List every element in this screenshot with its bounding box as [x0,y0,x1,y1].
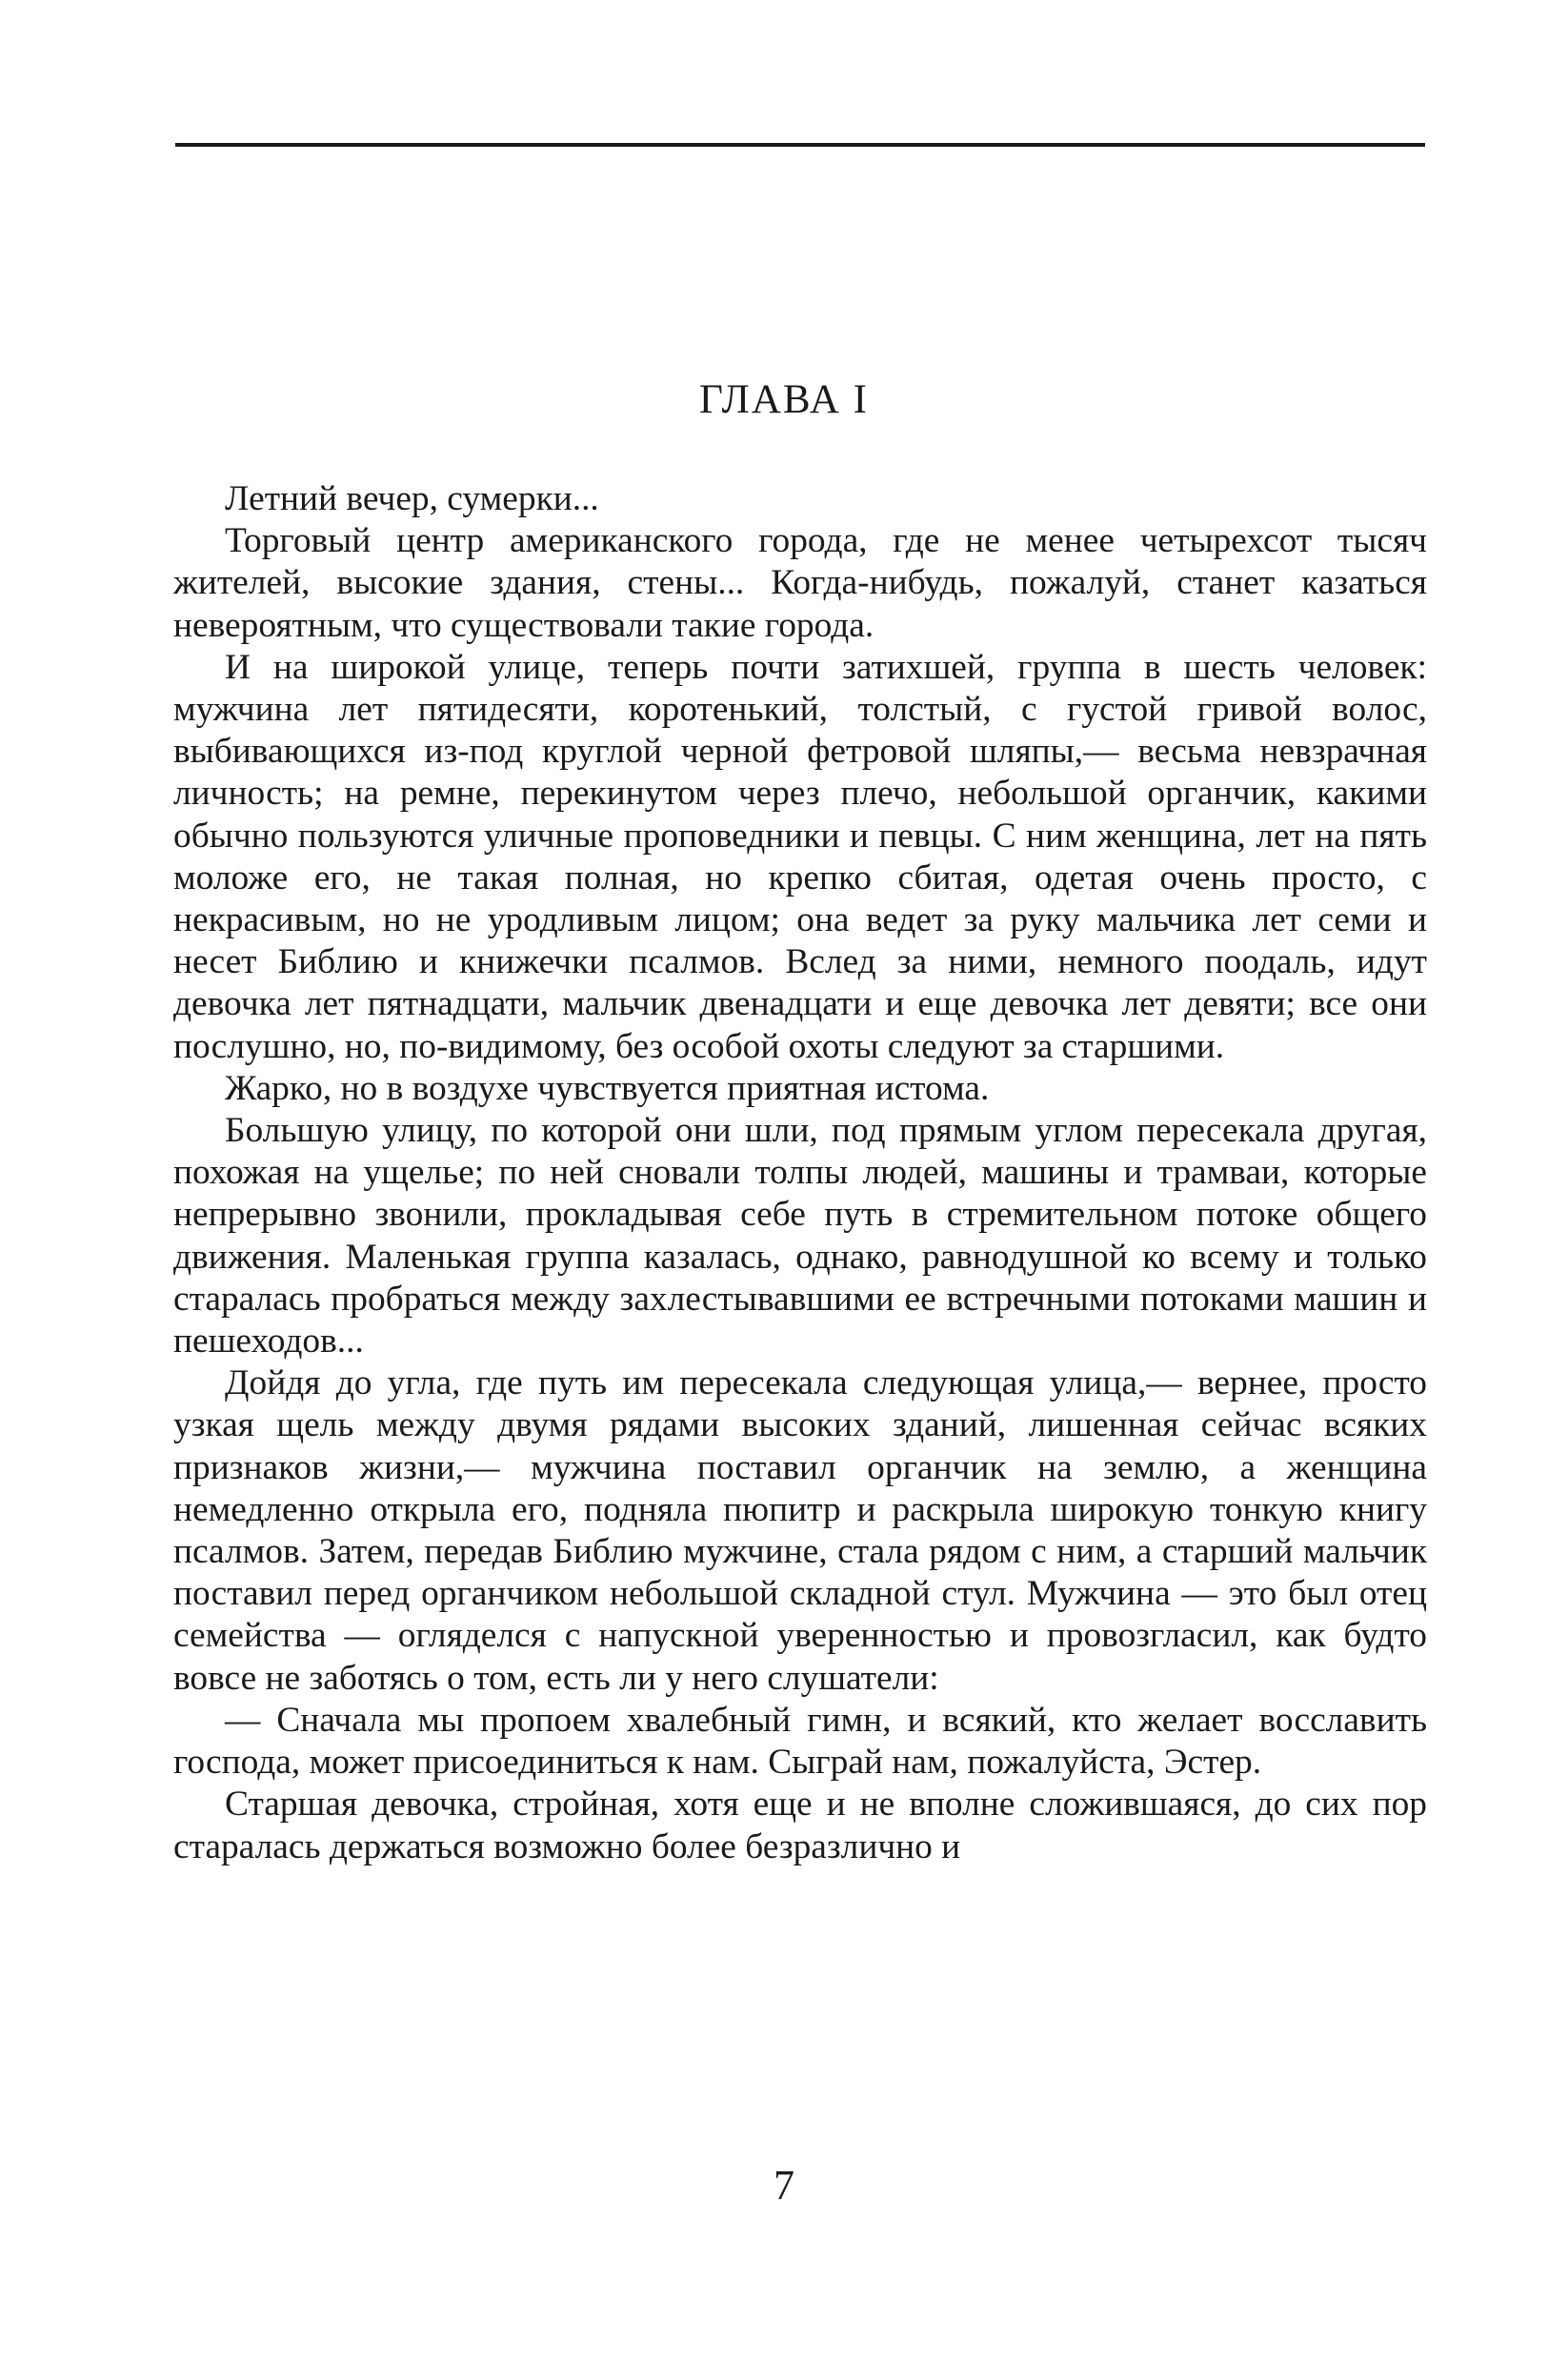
header-rule [175,143,1425,147]
body-text [173,478,1427,1868]
paragraph: Торговый центр американского города, где не менее четырехсот тысяч жителей, высокие здания, стены... Когда-нибудь, пожалуй, станет казаться невероятным, что существовали такие города. [173,521,1427,645]
paragraph: Дойдя до угла, где путь им пересекала следующая улица,— вернее, просто узкая щель между двумя рядами высоких зданий, лишенная сейчас всяких признаков жизни,— мужчина поставил органчик на землю, а женщина немедленно открыла его, подняла пюпитр и раскрыла широкую тонкую книгу псалмов. Затем, передав Библию мужчине, стала рядом с ним, а старший мальчик поставил перед органчиком небольшой складной стул. Мужчина — это был отец семейства — огляделся с напускной уверенностью и провозгласил, как будто вовсе не заботясь о том, есть ли у него слушатели: [173,1363,1427,1698]
page-number: 7 [774,2162,794,2209]
paragraph: Жарко, но в воздухе чувствуется приятная истома. [225,1068,990,1108]
paragraph: Старшая девочка, стройная, хотя еще и не вполне сложившаяся, до сих пор старалась держаться возможно более безразлично и [173,1785,1427,1866]
paragraph: И на широкой улице, теперь почти затихшей, группа в шесть человек: мужчина лет пятидесяти, коротенький, толстый, с густой гривой волос, выбивающихся из-под круглой черной фетровой шляпы,— весьма невзрачная личность; на ремне, перекинутом через плечо, небольшой органчик, какими обычно пользуются уличные проповедники и певцы. С ним женщина, лет на пять моложе его, не такая полная, но крепко сбитая, одетая очень просто, с некрасивым, но не уродливым лицом; она ведет за руку мальчика лет семи и несет Библию и книжечки псалмов. Вслед за ними, немного поодаль, идут девочка лет пятнадцати, мальчик двенадцати и еще девочка лет девяти; все они послушно, но, по-видимому, без особой охоты следуют за старшими. [173,647,1427,1066]
chapter-title: ГЛАВА I [699,377,869,422]
paragraph: Летний вечер, сумерки... [225,479,599,518]
paragraph: — Сначала мы пропоем хвалебный гимн, и всякий, кто желает восславить господа, может присоединиться к нам. Сыграй нам, пожалуйста, Эстер. [173,1700,1427,1783]
paragraph: Большую улицу, по которой они шли, под прямым углом пересекала другая, похожая на ущелье; по ней сновали толпы людей, машины и трамваи, которые непрерывно звонили, прокладывая себе путь в стремительном потоке общего движения. Маленькая группа казалась, однако, равнодушной ко всему и только старалась пробраться между захлестывавшими ее встречными потоками машин и пешеходов... [173,1111,1427,1362]
